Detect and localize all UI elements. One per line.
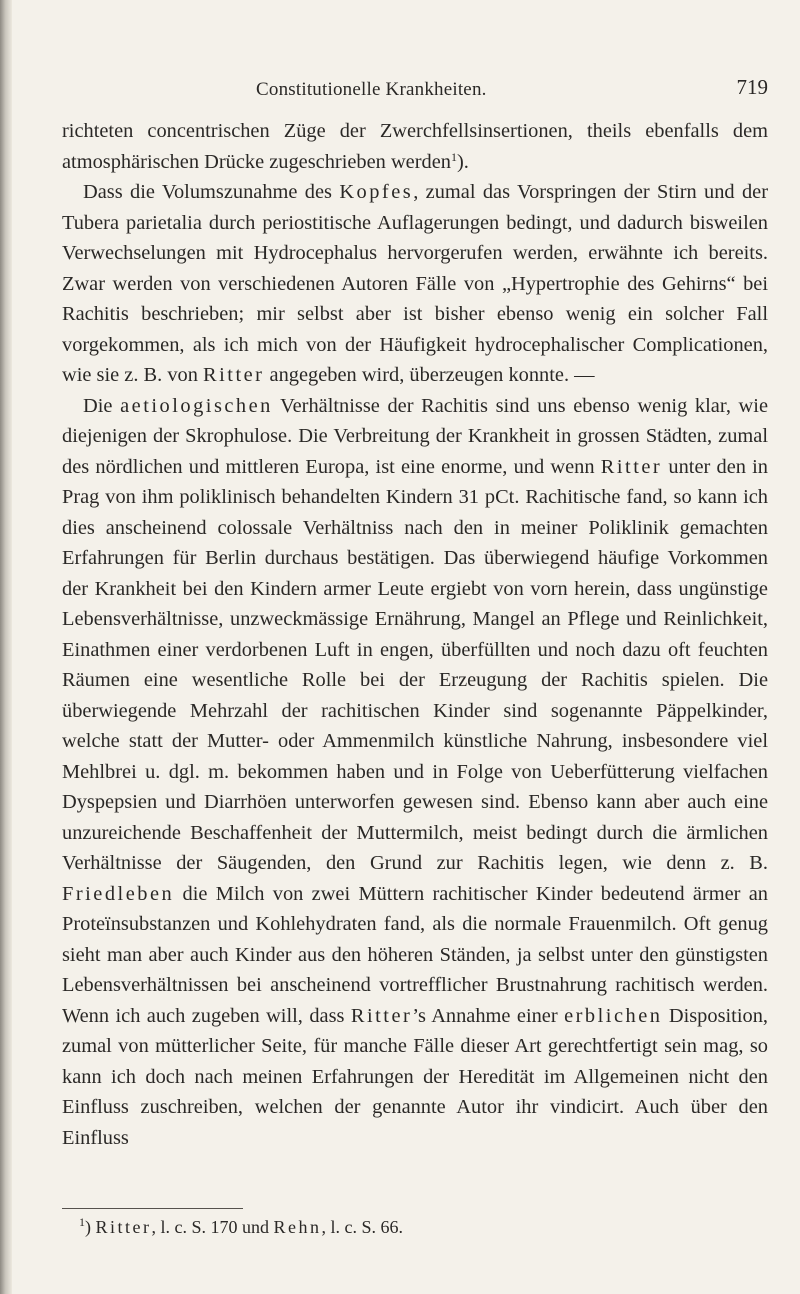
emphasis-kopfes: Kopfes [339,181,414,203]
footnote-author-ritter: Ritter [95,1217,152,1237]
footnote-author-rehn: Rehn [273,1217,322,1237]
author-ritter: Ritter [600,455,663,478]
emphasis-aetiologischen: aetiologischen [120,394,273,417]
footnote [79,1214,768,1240]
paragraph-1-text: richteten concentrischen Züge der Zwerchfellsinsertionen, theils ebenfalls dem atmosphärischen Drücke zugeschrieben werden [62,120,768,173]
footnote-marker-close: ) [85,1217,91,1237]
paragraph-3-text-e: ’s Annahme einer [412,1004,565,1027]
paragraph-1 [62,116,768,177]
author-friedleben: Friedleben [62,882,175,905]
book-page [62,0,768,1294]
footnote-reference: 1 [450,149,457,164]
paragraph-3-text-d: die Milch von zwei Müttern rachitischer Kinder bedeutend ärmer an Proteïnsubstanzen und Kohlehydraten fand, als die normale Frauenmilch. Oft genug sieht man aber auch Kinder aus den höheren Ständen, ja selbst unter den günstigsten Lebensverhältnissen bei anscheinend vortrefflicher Brustnahrung rachitisch werden. Wenn ich auch zugeben will, dass [62,882,768,1027]
paragraph-2-text-a: Dass die Volumszunahme des [83,181,340,203]
paragraph-2-text-b: , zumal das Vorspringen der Stirn und der Tubera parietalia durch periostitische Auflagerungen bedingt, und dadurch bisweilen Verwechselungen mit Hydrocephalus hervorgerufen werden, erwähnte ich bereits. Zwar werden von verschiedenen Autoren Fälle von „Hypertrophie des Gehirns“ bei Rachitis beschrieben; mir selbst aber ist bisher ebenso wenig ein solcher Fall vorgekommen, als ich mich von der Häufigkeit hydrocephalischer Complicationen, wie sie z. B. von [62,181,768,386]
paragraph-3 [62,391,768,1154]
footnote-reference-1: , l. c. S. 170 und [151,1217,274,1237]
page-number: 719 [736,75,768,99]
running-head [62,75,768,105]
author-ritter: Ritter [350,1004,413,1027]
paragraph-3-text-a: Die [83,394,121,417]
paragraph-3-text-f: Disposition, zumal von mütterlicher Seite, für manche Fälle dieser Art gerechtfertigt sein mag, so kann ich doch nach meinen Erfahrungen der Heredität im Allgemeinen nicht den Einfluss zuschreiben, welchen der genannte Autor ihr vindicirt. Auch über den Einfluss [62,1004,768,1149]
paragraph-2 [62,177,768,391]
footnote-divider [62,1208,243,1209]
paragraph-1-end: ). [456,150,469,173]
body-text [62,116,768,1153]
running-head-title: Constitutionelle Krankheiten. [256,79,487,100]
footnote-reference-2: , l. c. S. 66. [321,1217,404,1237]
paragraph-2-text-c: angegeben wird, überzeugen konnte. — [264,364,595,386]
paragraph-3-text-c: unter den in Prag von ihm poliklinisch behandelten Kindern 31 pCt. Rachitische fand, so kann ich dies anscheinend colossale Verhältniss nach den in meiner Poliklinik gemachten Erfahrungen für Berlin durchaus bestätigen. Das überwiegend häufige Vorkommen der Krankheit bei den Kindern armer Leute ergiebt von vorn herein, dass ungünstige Lebensverhältnisse, unzweckmässige Ernährung, Mangel an Pflege und Reinlichkeit, Einathmen einer verdorbenen Luft in engen, überfüllten und noch dazu oft feuchten Räumen eine wesentliche Rolle bei der Erzeugung der Rachitis spielen. Die überwiegende Mehrzahl der rachitischen Kinder sind sogenannte Päppelkinder, welche statt der Mutter- oder Ammenmilch künstliche Nahrung, insbesondere viel Mehlbrei u. dgl. m. bekommen haben und in Folge von Ueberfütterung vielfachen Dyspepsien und Diarrhöen unterworfen gewesen sind. Ebenso kann aber auch eine unzureichende Beschaffenheit der Muttermilch, meist bedingt durch die ärmlichen Verhältnisse der Säugenden, den Grund zur Rachitis legen, wie denn z. B. [62,455,768,874]
author-ritter: Ritter [203,364,265,386]
footnote-marker: 1 [79,1215,85,1229]
book-spine-shadow [0,0,12,1294]
paragraph-3-text-b: Verhältnisse der Rachitis sind uns ebenso wenig klar, wie diejenigen der Skrophulose. Die Verbreitung der Krankheit in grossen Städten, zumal des nördlichen und mittleren Europa, ist eine enorme, und wenn [62,394,768,478]
emphasis-erblichen: erblichen [564,1004,663,1027]
